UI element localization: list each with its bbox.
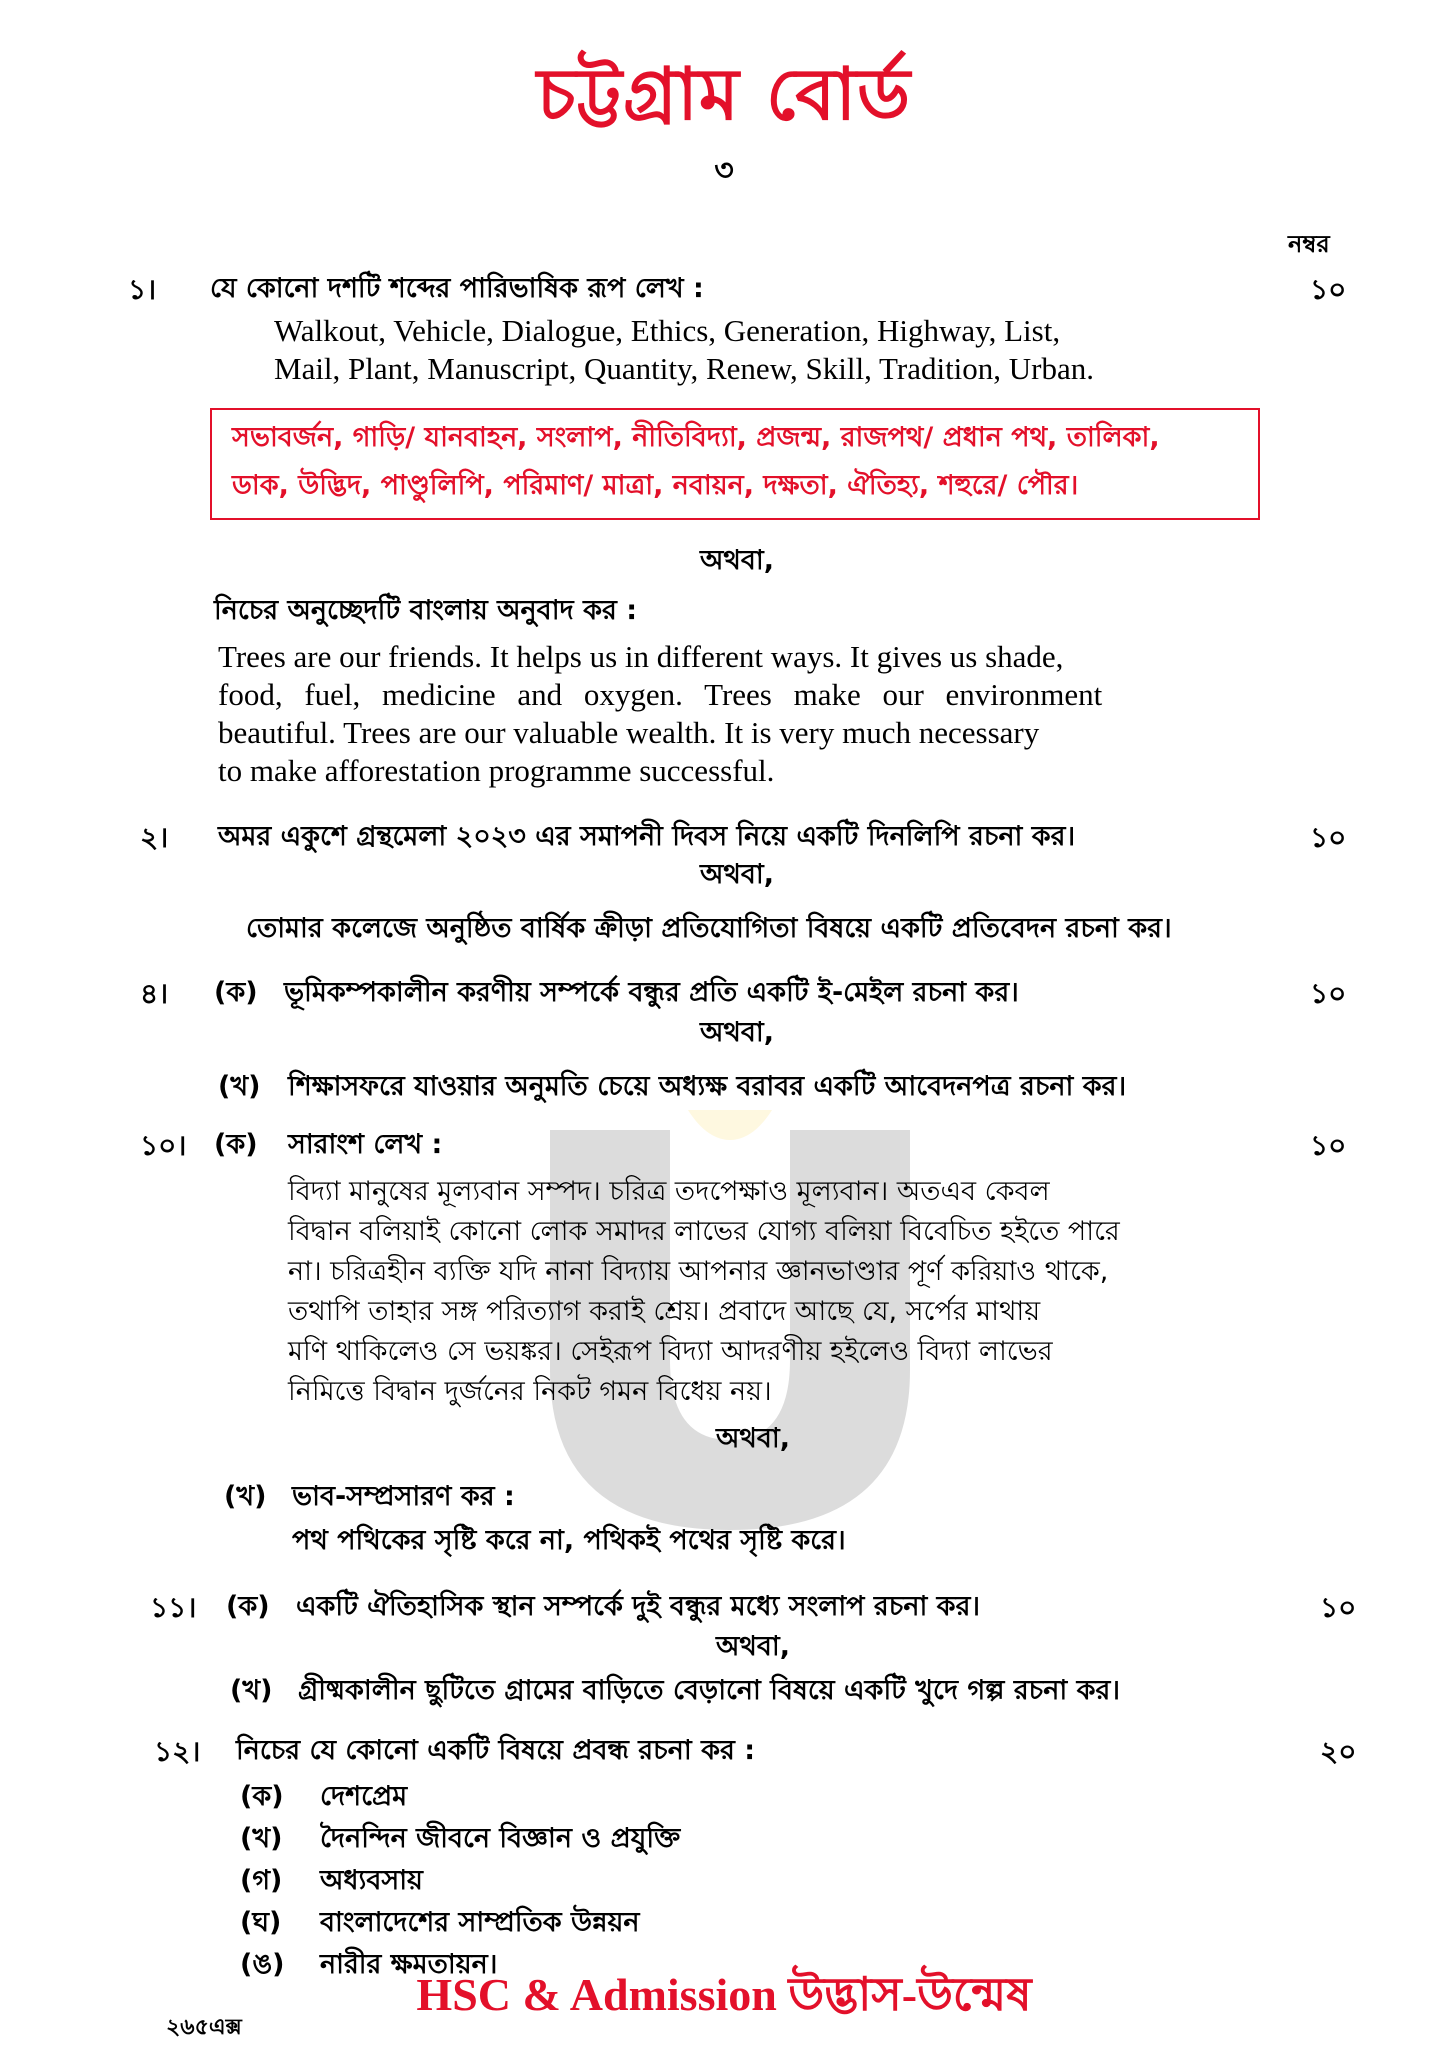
essay-label: (ঙ) <box>240 1949 285 1980</box>
q4-or: অথবা, <box>716 1423 790 1454</box>
q2-number: ২। <box>140 821 169 854</box>
q4-ka: (ক) <box>214 1129 258 1160</box>
q4-marks: ১০ <box>1310 1129 1347 1162</box>
passage-line: to make afforestation programme successful. <box>218 753 775 788</box>
q3-marks: ১০ <box>1310 977 1347 1010</box>
q2-text: অমর একুশে গ্রন্থমেলা ২০২৩ এর সমাপনী দিবস নিয়ে একটি দিনলিপি রচনা কর। <box>218 821 1076 852</box>
essay-label: (গ) <box>240 1865 283 1896</box>
q4-number: ১০। <box>140 1129 187 1162</box>
answer-line2: ডাক, উদ্ভিদ, পাণ্ডুলিপি, পরিমাণ/ মাত্রা, নবায়ন, দক্ষতা, ঐতিহ্য, শহুরে/ পৌর। <box>232 470 1079 501</box>
paper-code: ২৬৫এক্স <box>166 2015 242 2040</box>
q5-ka: (ক) <box>226 1591 270 1622</box>
page-number: ৩ <box>714 153 734 188</box>
q5-text: একটি ঐতিহাসিক স্থান সম্পর্কে দুই বন্ধুর মধ্যে সংলাপ রচনা কর। <box>296 1591 981 1622</box>
essay-topic: নারীর ক্ষমতায়ন। <box>320 1949 498 1980</box>
q6-text: নিচের যে কোনো একটি বিষয়ে প্রবন্ধ রচনা কর : <box>236 1735 756 1766</box>
passage-line: food, fuel, medicine and oxygen. Trees make our environment <box>218 677 1103 712</box>
passage-line: তথাপি তাহার সঙ্গ পরিত্যাগ করাই শ্রেয়। প্রবাদে আছে যে, সর্পের মাথায় <box>288 1296 1041 1327</box>
q4-alt-text: ভাব-সম্প্রসারণ কর : <box>292 1481 515 1512</box>
essay-topic: দেশপ্রেম <box>320 1781 408 1812</box>
passage-line: Trees are our friends. It helps us in different ways. It gives us shade, <box>218 639 1064 674</box>
q1-or: অথবা, <box>700 545 774 576</box>
essay-label: (খ) <box>240 1823 283 1854</box>
q6-marks: ২০ <box>1320 1735 1357 1768</box>
q3-ka: (ক) <box>214 977 258 1008</box>
q1-passage <box>218 638 1234 790</box>
q5-or: অথবা, <box>716 1631 790 1662</box>
q5-alt-text: গ্রীষ্মকালীন ছুটিতে গ্রামের বাড়িতে বেড়ানো বিষয়ে একটি খুদে গল্প রচনা কর। <box>298 1675 1120 1706</box>
q1-words-line2: Mail, Plant, Manuscript, Quantity, Renew, Skill, Tradition, Urban. <box>274 351 1095 386</box>
passage-line: বিদ্যা মানুষের মূল্যবান সম্পদ। চরিত্র তদপেক্ষাও মূল্যবান। অতএব কেবল <box>288 1176 1050 1207</box>
q5-marks: ১০ <box>1320 1591 1357 1624</box>
passage-line: না। চরিত্রহীন ব্যক্তি যদি নানা বিদ্যায় আপনার জ্ঞানভাণ্ডার পূর্ণ করিয়াও থাকে, <box>288 1256 1109 1287</box>
answer-text <box>232 414 1252 510</box>
q2-or: অথবা, <box>700 859 774 890</box>
essay-topic: অধ্যবসায় <box>320 1865 423 1896</box>
marks-heading: নম্বর <box>1288 230 1330 258</box>
passage-line: beautiful. Trees are our valuable wealth. It is very much necessary <box>218 715 1040 750</box>
q3-text: ভূমিকম্পকালীন করণীয় সম্পর্কে বন্ধুর প্রতি একটি ই-মেইল রচনা কর। <box>284 977 1019 1008</box>
answer-line1: সভাবর্জন, গাড়ি/ যানবাহন, সংলাপ, নীতিবিদ্যা, প্রজন্ম, রাজপথ/ প্রধান পথ, তালিকা, <box>232 422 1160 453</box>
q4-text: সারাংশ লেখ : <box>288 1129 443 1160</box>
essay-topic: বাংলাদেশের সাম্প্রতিক উন্নয়ন <box>320 1907 640 1938</box>
passage-line: নিমিত্তে বিদ্বান দুর্জনের নিকট গমন বিধেয় নয়। <box>288 1376 772 1407</box>
q3-number: ৪। <box>140 977 169 1010</box>
q4-kha: (খ) <box>224 1481 267 1512</box>
q1-words-line1: Walkout, Vehicle, Dialogue, Ethics, Generation, Highway, List, <box>274 313 1061 348</box>
essay-topic: দৈনন্দিন জীবনে বিজ্ঞান ও প্রযুক্তি <box>320 1823 681 1854</box>
q5-kha: (খ) <box>230 1675 273 1706</box>
essay-label: (ক) <box>240 1781 284 1812</box>
q1-alt-text: নিচের অনুচ্ছেদটি বাংলায় অনুবাদ কর : <box>214 595 638 626</box>
q3-kha: (খ) <box>218 1071 261 1102</box>
passage-line: বিদ্বান বলিয়াই কোনো লোক সমাদর লাভের যোগ্য বলিয়া বিবেচিত হইতে পারে <box>288 1216 1120 1247</box>
q1-text: যে কোনো দশটি শব্দের পারিভাষিক রূপ লেখ : <box>210 273 704 304</box>
q2-marks: ১০ <box>1310 821 1347 854</box>
essay-label: (ঘ) <box>240 1907 282 1938</box>
q6-number: ১২। <box>154 1735 201 1768</box>
q1-marks: ১০ <box>1310 273 1347 306</box>
q2-alt-text: তোমার কলেজে অনুষ্ঠিত বার্ষিক ক্রীড়া প্রতিযোগিতা বিষয়ে একটি প্রতিবেদন রচনা কর। <box>246 913 1172 944</box>
q1-number: ১। <box>128 273 157 306</box>
board-title: চট্টগ্রাম বোর্ড <box>536 52 912 136</box>
q5-number: ১১। <box>150 1591 197 1624</box>
q3-alt-text: শিক্ষাসফরে যাওয়ার অনুমতি চেয়ে অধ্যক্ষ বরাবর একটি আবেদনপত্র রচনা কর। <box>288 1071 1127 1102</box>
q3-or: অথবা, <box>700 1017 774 1048</box>
q4-passage <box>288 1172 1238 1412</box>
footer-brand: HSC & Admission উদ্ভাস-উন্মেষ <box>416 1969 1032 2020</box>
passage-line: মণি থাকিলেও সে ভয়ঙ্কর। সেইরূপ বিদ্যা আদরণীয় হইলেও বিদ্যা লাভের <box>288 1336 1053 1367</box>
q4-alt-line: পথ পথিকের সৃষ্টি করে না, পথিকই পথের সৃষ্টি করে। <box>292 1525 846 1556</box>
